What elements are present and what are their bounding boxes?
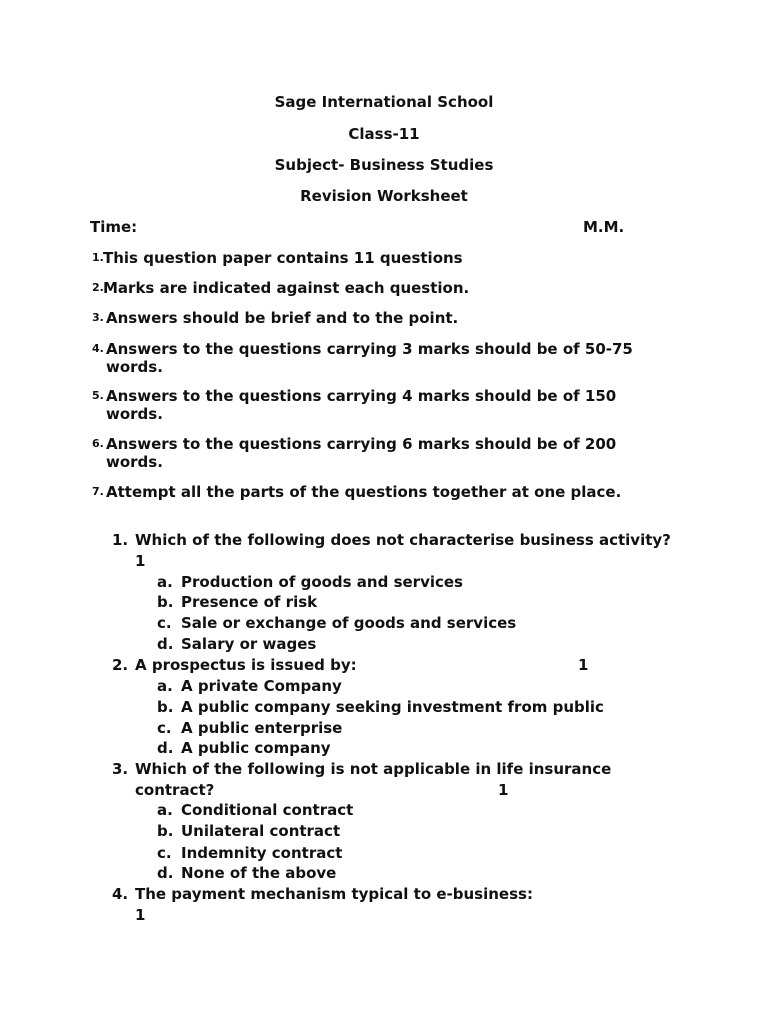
- question-marks: 1: [135, 552, 146, 570]
- question-number: 2.: [112, 656, 129, 674]
- instruction-number: 7.: [92, 485, 104, 498]
- instruction-text: Answers to the questions carrying 4 marks should be of 150: [106, 387, 617, 405]
- instruction-text-continued: words.: [106, 405, 163, 423]
- instruction-text: Answers to the questions carrying 6 marks should be of 200: [106, 435, 617, 453]
- option-letter: a.: [157, 677, 173, 695]
- option-letter: c.: [157, 719, 172, 737]
- instruction-number: 3.: [92, 311, 104, 324]
- option-letter: a.: [157, 573, 173, 591]
- option-letter: c.: [157, 844, 172, 862]
- option-text: Unilateral contract: [181, 822, 341, 840]
- question-text: The payment mechanism typical to e-business:: [135, 885, 533, 903]
- question-number: 3.: [112, 760, 129, 778]
- question-text: Which of the following does not characterise business activity?: [135, 531, 671, 549]
- option-text: Sale or exchange of goods and services: [181, 614, 517, 632]
- instruction-text: Marks are indicated against each question.: [103, 279, 470, 297]
- instruction-number: 2.: [92, 281, 104, 294]
- option-text: Production of goods and services: [181, 573, 463, 591]
- question-text: Which of the following is not applicable in life insurance: [135, 760, 612, 778]
- option-text: A public enterprise: [181, 719, 343, 737]
- max-marks-label: M.M.: [583, 218, 625, 236]
- option-letter: b.: [157, 593, 174, 611]
- option-text: None of the above: [181, 864, 337, 882]
- worksheet-title: Revision Worksheet: [300, 187, 468, 205]
- school-name: Sage International School: [274, 93, 494, 111]
- question-text-continued: contract?: [135, 781, 215, 799]
- question-marks: 1: [135, 906, 146, 924]
- option-letter: d.: [157, 739, 174, 757]
- instruction-number: 5.: [92, 389, 104, 402]
- option-text: Indemnity contract: [181, 844, 343, 862]
- question-marks: 1: [578, 656, 589, 674]
- option-letter: d.: [157, 635, 174, 653]
- class-label: Class-11: [348, 125, 420, 143]
- option-letter: d.: [157, 864, 174, 882]
- option-text: Presence of risk: [181, 593, 318, 611]
- instruction-text: Attempt all the parts of the questions together at one place.: [106, 483, 622, 501]
- instruction-text-continued: words.: [106, 358, 163, 376]
- option-letter: b.: [157, 822, 174, 840]
- option-text: Conditional contract: [181, 801, 354, 819]
- subject-label: Subject- Business Studies: [274, 156, 494, 174]
- option-letter: c.: [157, 614, 172, 632]
- time-label: Time:: [90, 218, 138, 236]
- question-number: 4.: [112, 885, 129, 903]
- option-letter: b.: [157, 698, 174, 716]
- instruction-text-continued: words.: [106, 453, 163, 471]
- instruction-number: 1.: [92, 251, 104, 264]
- instruction-number: 6.: [92, 437, 104, 450]
- option-text: A public company seeking investment from public: [181, 698, 604, 716]
- instruction-number: 4.: [92, 342, 104, 355]
- question-marks: 1: [498, 781, 509, 799]
- option-text: A private Company: [181, 677, 342, 695]
- option-text: A public company: [181, 739, 331, 757]
- option-letter: a.: [157, 801, 173, 819]
- option-text: Salary or wages: [181, 635, 317, 653]
- instruction-text: This question paper contains 11 questions: [103, 249, 463, 267]
- question-text: A prospectus is issued by:: [135, 656, 357, 674]
- question-number: 1.: [112, 531, 129, 549]
- instruction-text: Answers to the questions carrying 3 marks should be of 50-75: [106, 340, 633, 358]
- instruction-text: Answers should be brief and to the point.: [106, 309, 459, 327]
